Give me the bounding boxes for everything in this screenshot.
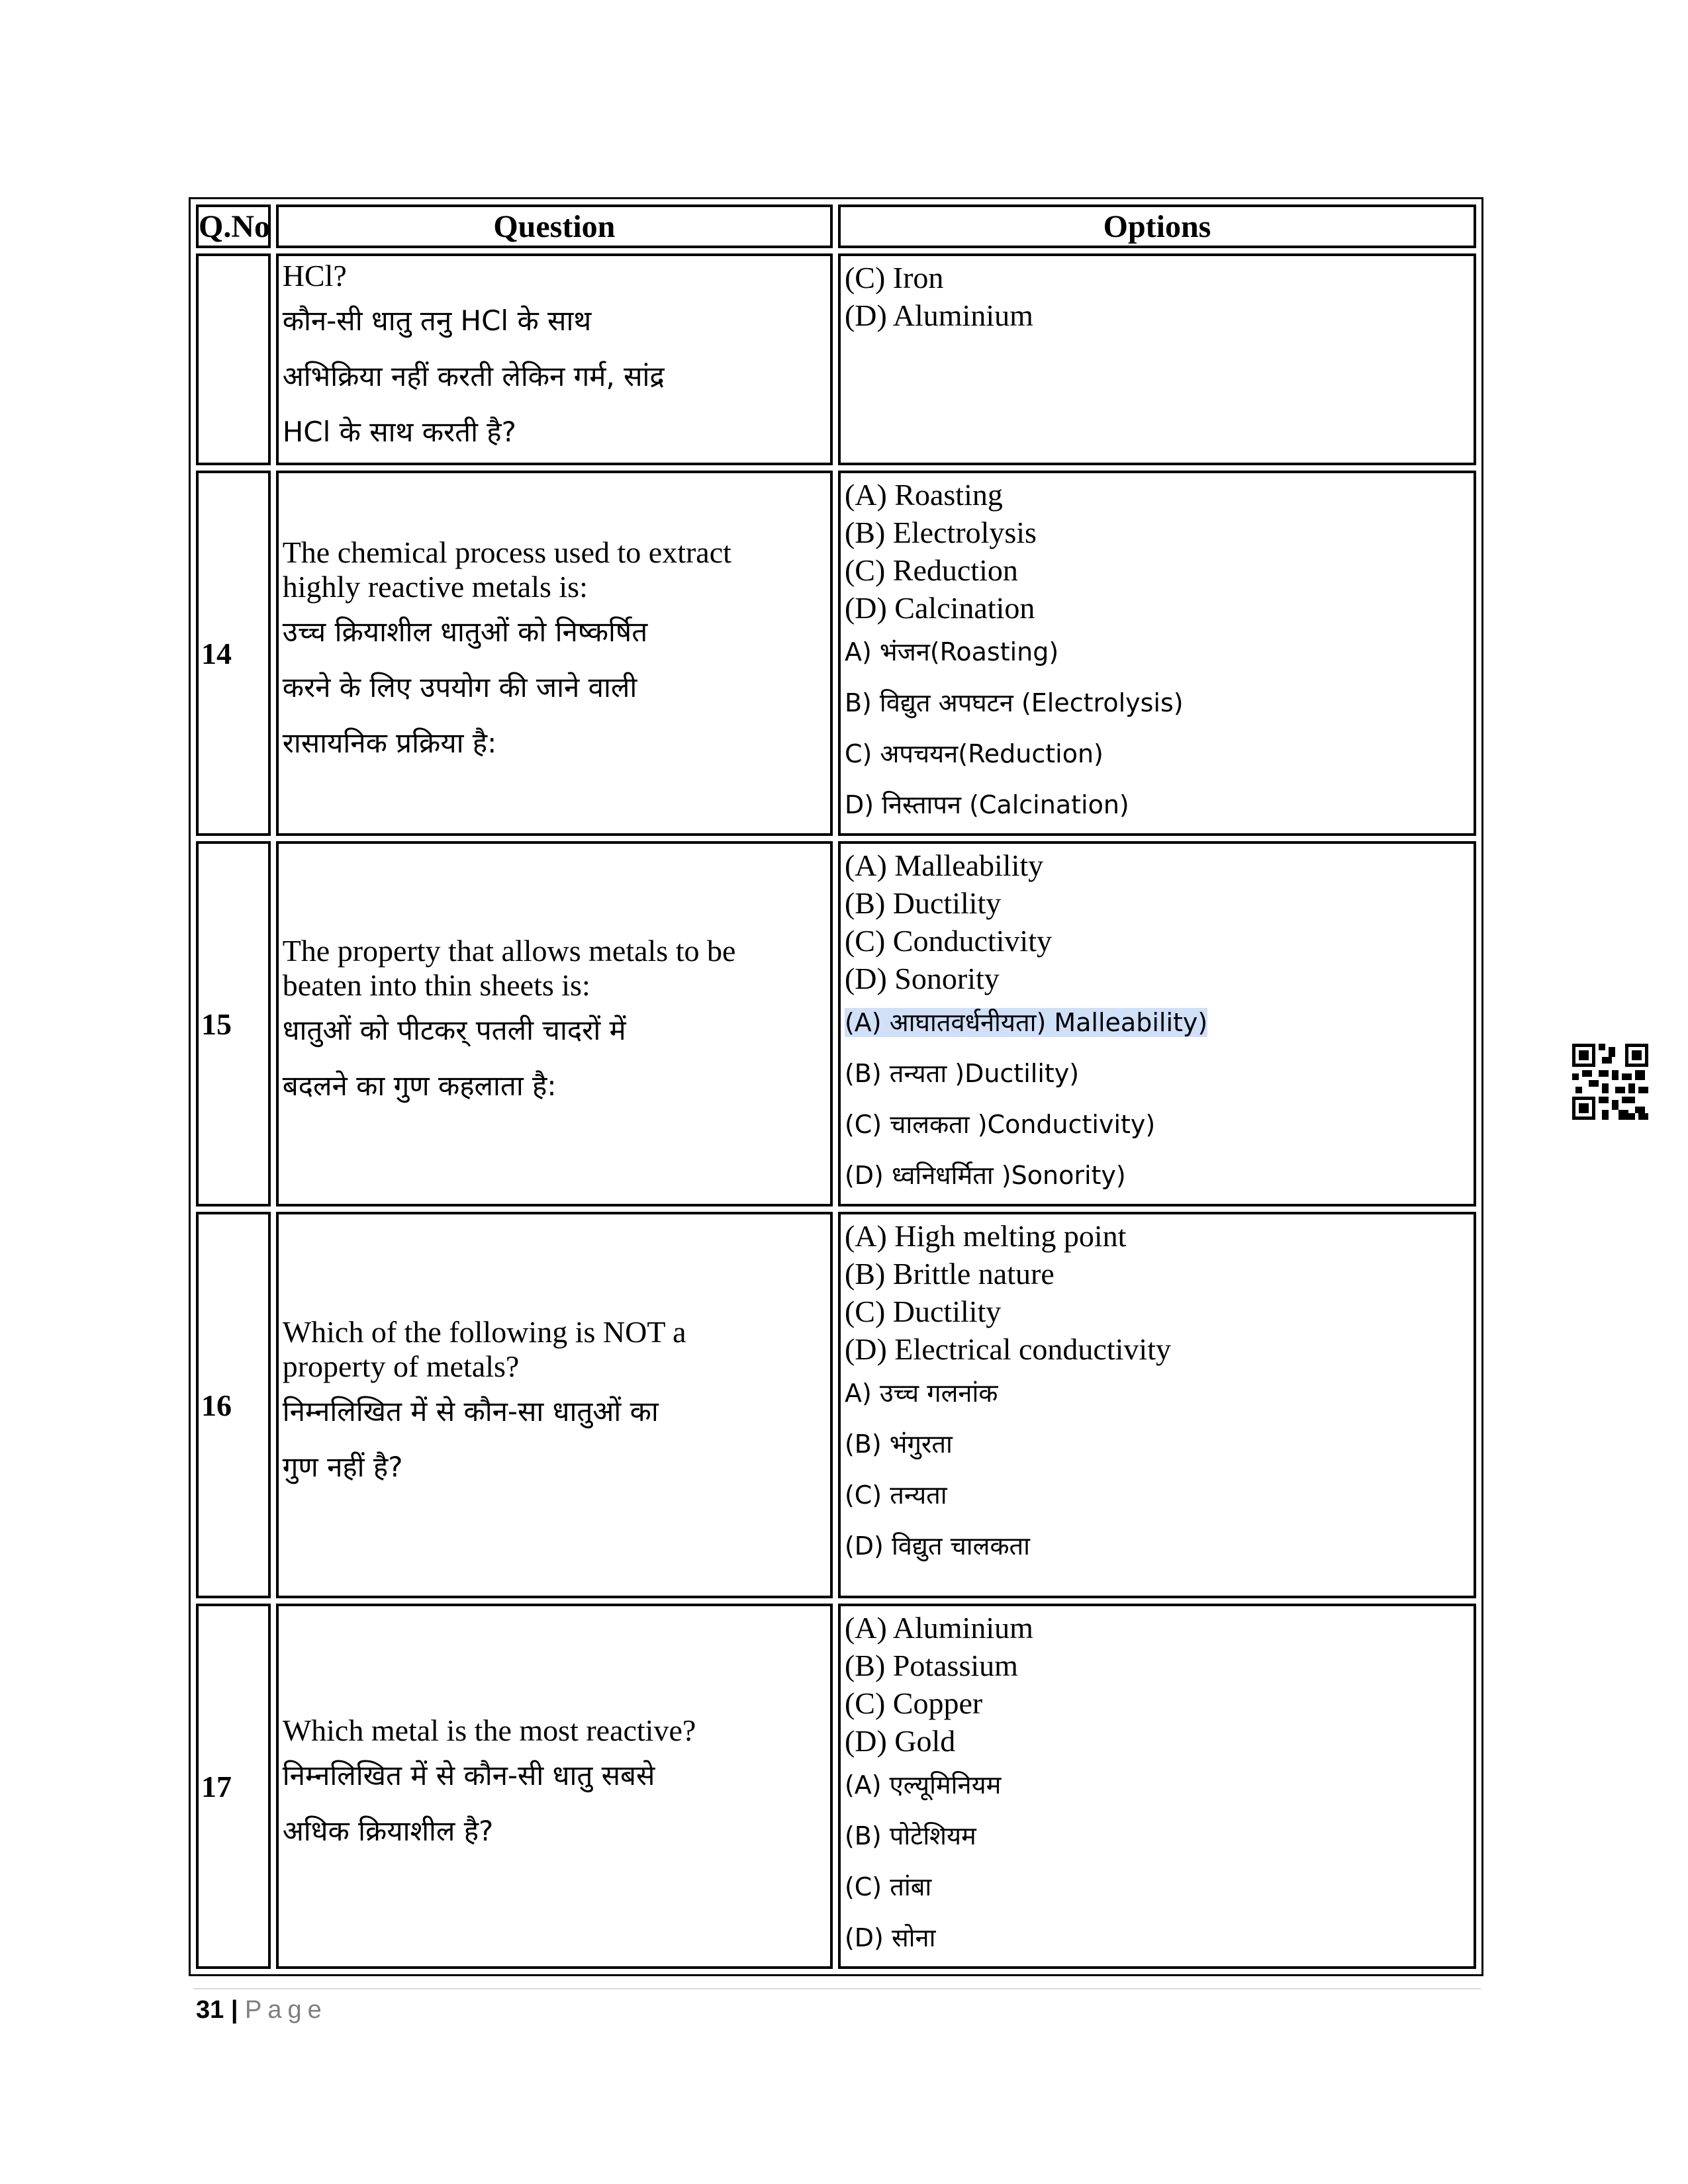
option-en: (A) High melting point xyxy=(844,1219,1127,1253)
options-cell xyxy=(838,841,1476,1206)
option-hi: (C) तन्यता xyxy=(844,1480,947,1510)
question-text-hi: धातुओं को पीटकर् पतली चादरों में xyxy=(282,1014,626,1046)
table-row xyxy=(196,253,1476,465)
question-text-hi: HCl के साथ करती है? xyxy=(282,416,516,448)
header-qno: Q.No xyxy=(196,205,271,248)
option-en: (A) Roasting xyxy=(844,478,1003,512)
question-text-en: property of metals? xyxy=(282,1349,520,1383)
question-text-hi: उच्च क्रियाशील धातुओं को निष्कर्षित xyxy=(282,615,648,648)
question-cell xyxy=(276,253,833,465)
footer-divider xyxy=(193,1988,1481,1989)
options-cell xyxy=(838,1212,1476,1598)
question-number: 17 xyxy=(196,1604,271,1969)
option-en: (C) Iron xyxy=(844,261,944,295)
table-row xyxy=(196,841,1476,1206)
question-text-hi: अधिक क्रियाशील है? xyxy=(282,1815,494,1847)
option-hi: C) अपचयन(Reduction) xyxy=(844,739,1103,768)
questions-table xyxy=(189,197,1483,1976)
option-en: (B) Electrolysis xyxy=(844,516,1037,549)
option-en: (D) Electrical conductivity xyxy=(844,1332,1171,1366)
option-en: (B) Potassium xyxy=(844,1649,1018,1682)
option-hi: B) विद्युत अपघटन (Electrolysis) xyxy=(844,688,1184,717)
options-cell xyxy=(838,471,1476,836)
option-en: (C) Reduction xyxy=(844,553,1018,587)
option-en: (D) Gold xyxy=(844,1724,956,1758)
option-en: (A) Malleability xyxy=(844,848,1044,882)
option-hi: (D) विद्युत चालकता xyxy=(844,1531,1031,1561)
question-cell xyxy=(276,471,833,836)
question-number: 16 xyxy=(196,1212,271,1598)
option-hi: (B) भंगुरता xyxy=(844,1430,953,1459)
table-row xyxy=(196,1604,1476,1969)
question-text-hi: निम्नलिखित में से कौन-सा धातुओं का xyxy=(282,1395,659,1428)
table-header-row xyxy=(196,205,1476,248)
question-text-en: beaten into thin sheets is: xyxy=(282,968,590,1002)
question-text-hi: करने के लिए उपयोग की जाने वाली xyxy=(282,671,637,704)
question-text-en: Which of the following is NOT a xyxy=(282,1315,686,1349)
footer-separator: | xyxy=(230,1996,238,2024)
option-hi: (D) ध्वनिधर्मिता )Sonority) xyxy=(844,1161,1126,1190)
question-text-hi: अभिक्रिया नहीं करती लेकिन गर्म, सांद्र xyxy=(282,360,665,392)
option-en: (C) Copper xyxy=(844,1686,983,1720)
option-hi: (B) पोटेशियम xyxy=(844,1821,976,1850)
page-number: 31 xyxy=(196,1996,224,2024)
option-hi xyxy=(845,997,1470,1048)
option-hi: (B) तन्यता )Ductility) xyxy=(844,1059,1080,1088)
option-hi: A) उच्च गलनांक xyxy=(844,1379,998,1408)
question-text-en: The chemical process used to extract xyxy=(282,535,731,569)
question-text-hi: बदलने का गुण कहलाता है: xyxy=(282,1069,557,1102)
option-en: (D) Sonority xyxy=(844,962,1000,995)
question-text-hi: कौन-सी धातु तनु HCl के साथ xyxy=(282,304,592,337)
header-question: Question xyxy=(276,205,833,248)
option-hi: (C) चालकता )Conductivity) xyxy=(844,1110,1156,1139)
options-cell xyxy=(838,1604,1476,1969)
page-footer xyxy=(196,1996,328,2025)
option-hi: (A) एल्यूमिनियम xyxy=(844,1770,1002,1799)
table-row xyxy=(196,1212,1476,1598)
question-text-en: highly reactive metals is: xyxy=(282,570,588,604)
question-text-hi: गुण नहीं है? xyxy=(282,1451,403,1483)
option-en: (D) Calcination xyxy=(844,591,1035,625)
options-cell xyxy=(838,253,1476,465)
question-text-en: The property that allows metals to be xyxy=(282,934,736,968)
question-text-en: HCl? xyxy=(282,259,347,293)
option-en: (B) Brittle nature xyxy=(844,1257,1055,1291)
option-en: (D) Aluminium xyxy=(844,298,1033,332)
qr-code-icon xyxy=(1572,1044,1648,1120)
question-text-hi: निम्नलिखित में से कौन-सी धातु सबसे xyxy=(282,1759,655,1792)
question-cell xyxy=(276,1212,833,1598)
question-text-en: Which metal is the most reactive? xyxy=(282,1713,696,1747)
header-options: Options xyxy=(838,205,1476,248)
page-label: Page xyxy=(245,1996,328,2024)
option-hi: D) निस्तापन (Calcination) xyxy=(844,790,1129,819)
option-hi: (C) तांबा xyxy=(844,1872,932,1901)
option-en: (C) Conductivity xyxy=(844,924,1052,958)
option-hi: (D) सोना xyxy=(844,1923,936,1952)
question-number xyxy=(196,253,271,465)
option-en: (C) Ductility xyxy=(844,1295,1002,1328)
question-cell xyxy=(276,841,833,1206)
question-number: 15 xyxy=(196,841,271,1206)
highlighted-option-text: (A) आघातवर्धनीयता) Malleability) xyxy=(844,1008,1208,1037)
question-text-hi: रासायनिक प्रक्रिया है: xyxy=(282,727,497,759)
option-hi: A) भंजन(Roasting) xyxy=(844,637,1059,666)
option-en: (A) Aluminium xyxy=(844,1611,1033,1645)
table-row xyxy=(196,471,1476,836)
question-cell xyxy=(276,1604,833,1969)
question-number: 14 xyxy=(196,471,271,836)
option-en: (B) Ductility xyxy=(844,886,1002,920)
